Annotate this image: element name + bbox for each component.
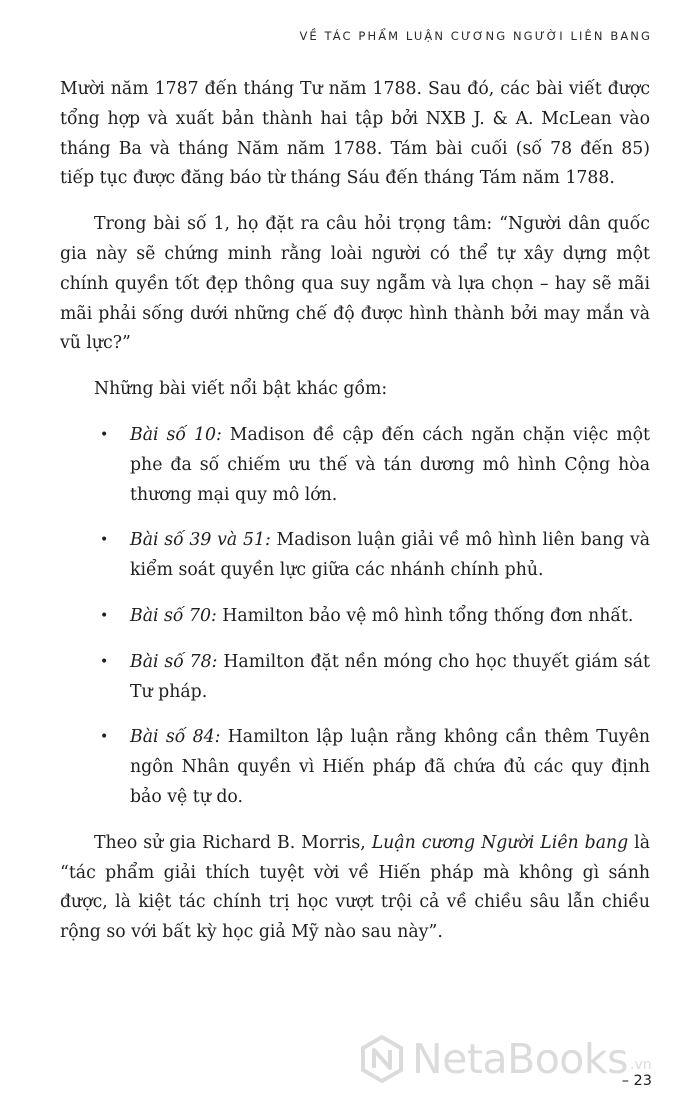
quote-text: là “tác phẩm giải thích tuyệt vời về Hiến pháp mà không gì sánh được, là kiệt tác chính trị học vượt trội cả về chiều sâu lẫn chiều rộng so với bất kỳ học giả Mỹ nào sau này”. — [60, 832, 651, 943]
paragraph-list-intro: Những bài viết nổi bật khác gồm: — [94, 379, 388, 400]
paper-reference: Bài số 39 và 51: — [130, 530, 271, 551]
list-item — [60, 723, 650, 812]
list-item — [60, 648, 650, 708]
paragraph-morris-quote — [60, 829, 650, 948]
paper-description: Hamilton đặt nền móng cho học thuyết giám sát Tư pháp. — [130, 651, 651, 702]
list-item — [60, 602, 650, 632]
paper-reference: Bài số 84: — [130, 727, 221, 748]
bullet-marker: • — [100, 729, 109, 746]
bullet-marker: • — [100, 532, 109, 549]
bullet-marker: • — [100, 607, 109, 624]
paragraph-federalist-1: Trong bài số 1, họ đặt ra câu hỏi trọng tâm: “Người dân quốc gia này sẽ chứng minh rằng loài người có thể tự xây dựng một chính quyền tốt đẹp thông qua suy ngẫm và lựa chọn – hay sẽ mãi mãi phải sống dưới những chế độ được hình thành bởi may mắn và vũ lực?” — [60, 214, 650, 354]
list-item — [60, 526, 650, 586]
list-item — [60, 421, 650, 510]
netabooks-logo-icon — [360, 1035, 404, 1083]
watermark-domain: .vn — [630, 1057, 652, 1073]
quote-lead-text: Theo sử gia Richard B. Morris, — [94, 832, 372, 853]
paper-description: Madison luận giải về mô hình liên bang và kiểm soát quyền lực giữa các nhánh chính phủ. — [130, 530, 651, 581]
paper-reference: Bài số 10: — [130, 424, 222, 445]
paper-description: Madison đề cập đến cách ngăn chặn việc một phe đa số chiếm ưu thế và tán dương mô hình Cộng hòa thương mại quy mô lớn. — [130, 424, 650, 505]
book-title: Luận cương Người Liên bang — [371, 832, 629, 853]
notable-papers-list — [60, 421, 650, 813]
paragraph-continuation: Mười năm 1787 đến tháng Tư năm 1788. Sau đó, các bài viết được tổng hợp và xuất bản thành hai tập bởi NXB J. & A. McLean vào tháng Ba và tháng Năm năm 1788. Tám bài cuối (số 78 đến 85) tiếp tục được đăng báo từ tháng Sáu đến tháng Tám năm 1788. — [60, 79, 650, 189]
page-number: – 23 — [621, 1073, 652, 1089]
watermark — [360, 1035, 652, 1083]
page-body — [60, 75, 650, 964]
paper-reference: Bài số 78: — [130, 651, 218, 672]
paper-description: Hamilton lập luận rằng không cần thêm Tuyên ngôn Nhân quyền vì Hiến pháp đã chứa đủ các quy định bảo vệ tự do. — [130, 727, 650, 807]
bullet-marker: • — [100, 653, 109, 670]
paper-reference: Bài số 70: — [130, 605, 217, 626]
bullet-marker: • — [100, 426, 109, 443]
watermark-brand: NetaBooks — [412, 1035, 628, 1083]
running-header: VỀ TÁC PHẨM LUẬN CƯƠNG NGƯỜI LIÊN BANG — [299, 29, 652, 43]
paper-description: Hamilton bảo vệ mô hình tổng thống đơn nhất. — [216, 605, 634, 626]
